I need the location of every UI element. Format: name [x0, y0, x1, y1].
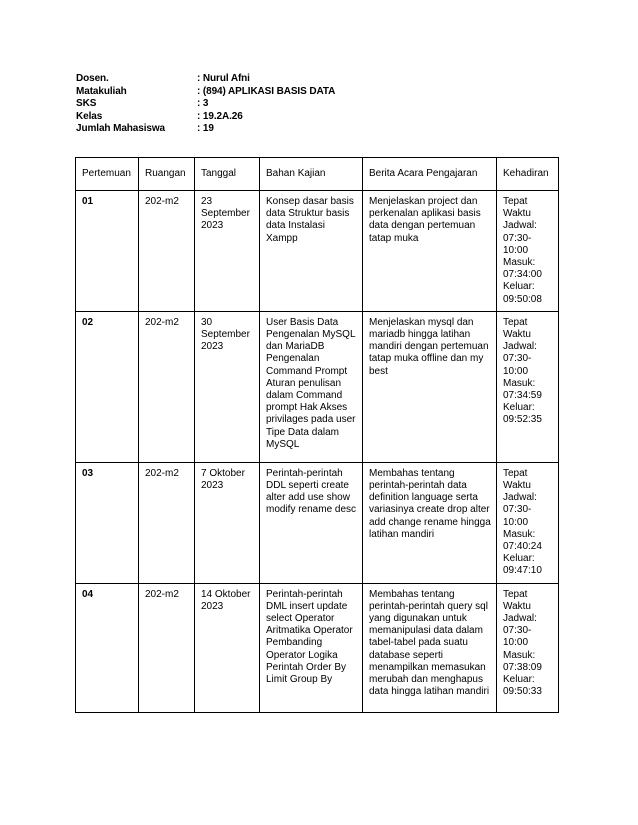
column-header-pertemuan: Pertemuan: [76, 158, 139, 191]
cell-ruangan: 202-m2: [139, 191, 195, 312]
kelas-value: : 19.2A.26: [197, 110, 243, 122]
kehadiran-line: 09:47:10: [503, 565, 542, 577]
cell-kehadiran: [497, 583, 559, 712]
cell-bahan-kajian: Perintah-perintah DDL seperti create alter add use show modify rename desc: [260, 462, 363, 583]
jumlah-label: Jumlah Mahasiswa: [76, 123, 165, 135]
kehadiran-line: Masuk:: [503, 377, 536, 389]
cell-ruangan: 202-m2: [139, 311, 195, 462]
kehadiran-line: 07:38:09: [503, 661, 542, 673]
column-header-tanggal: Tanggal: [195, 158, 260, 191]
kehadiran-line: Jadwal:: [503, 613, 537, 625]
cell-ruangan: 202-m2: [139, 462, 195, 583]
dosen-value: : Nurul Afni: [197, 73, 250, 84]
info-row-dosen: [76, 73, 335, 86]
kehadiran-line: Tepat: [503, 316, 528, 328]
table-row: [76, 191, 559, 312]
kehadiran-line: Waktu: [503, 600, 531, 612]
kehadiran-line: Keluar:: [503, 402, 535, 414]
kehadiran-line: 10:00: [503, 516, 529, 528]
kehadiran-line: 07:40:24: [503, 541, 542, 553]
kehadiran-line: Jadwal:: [503, 341, 537, 353]
course-info: [76, 73, 335, 136]
table-row: [76, 311, 559, 462]
column-header-berita-acara: Berita Acara Pengajaran: [363, 158, 497, 191]
matakuliah-label: Matakuliah: [76, 85, 127, 97]
kehadiran-line: 07:30-: [503, 504, 532, 516]
info-row-kelas: [76, 111, 335, 124]
matakuliah-value: : (894) APLIKASI BASIS DATA: [197, 85, 336, 97]
dosen-label: Dosen.: [76, 73, 109, 84]
cell-bahan-kajian: User Basis Data Pengenalan MySQL dan MariaDB Pengenalan Command Prompt Aturan penulisan dalam Command prompt Hak Akses privilages pada user Tipe Data dalam MySQL: [260, 311, 363, 462]
cell-tanggal: 23 September 2023: [195, 191, 260, 312]
kehadiran-line: Keluar:: [503, 553, 535, 565]
cell-berita-acara: Menjelaskan mysql dan mariadb hingga latihan mandiri dengan pertemuan tatap muka offline dan my best: [363, 311, 497, 462]
kehadiran-line: 07:30-: [503, 625, 532, 637]
kehadiran-line: Masuk:: [503, 649, 536, 661]
kehadiran-line: Masuk:: [503, 528, 536, 540]
kehadiran-line: 07:34:00: [503, 269, 542, 281]
kehadiran-line: Tepat: [503, 196, 528, 207]
cell-bahan-kajian: Konsep dasar basis data Struktur basis data Instalasi Xampp: [260, 191, 363, 312]
kehadiran-line: 07:30-: [503, 232, 532, 244]
column-header-ruangan: Ruangan: [139, 158, 195, 191]
kehadiran-line: 07:30-: [503, 353, 532, 365]
cell-ruangan: 202-m2: [139, 583, 195, 712]
kehadiran-line: 10:00: [503, 637, 529, 649]
kehadiran-line: Waktu: [503, 329, 531, 341]
cell-tanggal: 14 Oktober 2023: [195, 583, 260, 712]
kehadiran-line: Waktu: [503, 208, 531, 220]
cell-tanggal: 30 September 2023: [195, 311, 260, 462]
attendance-table: [75, 157, 559, 713]
sks-label: SKS: [76, 98, 97, 110]
info-row-jumlah: [76, 123, 335, 136]
cell-pertemuan: 04: [76, 583, 139, 712]
column-header-bahan-kajian: Bahan Kajian: [260, 158, 363, 191]
kehadiran-line: Jadwal:: [503, 220, 537, 232]
kehadiran-line: 10:00: [503, 365, 529, 377]
kehadiran-line: 07:34:59: [503, 390, 542, 402]
kehadiran-line: 09:50:08: [503, 293, 542, 305]
cell-berita-acara: Menjelaskan project dan perkenalan aplikasi basis data dengan pertemuan tatap muka: [363, 191, 497, 312]
cell-berita-acara: Membahas tentang perintah-perintah data definition language serta variasinya create drop alter add change rename hingga latihan mandiri: [363, 462, 497, 583]
cell-tanggal: 7 Oktober 2023: [195, 462, 260, 583]
info-row-sks: [76, 98, 335, 111]
kelas-label: Kelas: [76, 110, 103, 122]
table-header-row: [76, 158, 559, 191]
kehadiran-line: Tepat: [503, 467, 528, 479]
cell-berita-acara: Membahas tentang perintah-perintah query sql yang digunakan untuk memanipulasi data dalam tabel-tabel pada suatu database seperti menampilkan memasukan merubah dan menghapus data hingga latihan mandiri: [363, 583, 497, 712]
cell-bahan-kajian: Perintah-perintah DML insert update select Operator Aritmatika Operator Pembanding Operator Logika Perintah Order By Limit Group By: [260, 583, 363, 712]
cell-kehadiran: [497, 191, 559, 312]
jumlah-value: : 19: [197, 123, 214, 135]
kehadiran-line: Keluar:: [503, 674, 535, 686]
kehadiran-line: 10:00: [503, 244, 529, 256]
kehadiran-line: Jadwal:: [503, 492, 537, 504]
kehadiran-line: Waktu: [503, 480, 531, 492]
kehadiran-line: 09:50:33: [503, 686, 542, 698]
cell-kehadiran: [497, 311, 559, 462]
cell-pertemuan: 03: [76, 462, 139, 583]
table-row: [76, 583, 559, 712]
cell-kehadiran: [497, 462, 559, 583]
table-row: [76, 462, 559, 583]
cell-pertemuan: 02: [76, 311, 139, 462]
info-row-matakuliah: [76, 86, 335, 99]
sks-value: : 3: [197, 98, 209, 110]
column-header-kehadiran: Kehadiran: [497, 158, 559, 191]
kehadiran-line: Masuk:: [503, 257, 536, 269]
kehadiran-line: 09:52:35: [503, 414, 542, 426]
kehadiran-line: Tepat: [503, 588, 528, 600]
cell-pertemuan: 01: [76, 191, 139, 312]
kehadiran-line: Keluar:: [503, 281, 535, 293]
